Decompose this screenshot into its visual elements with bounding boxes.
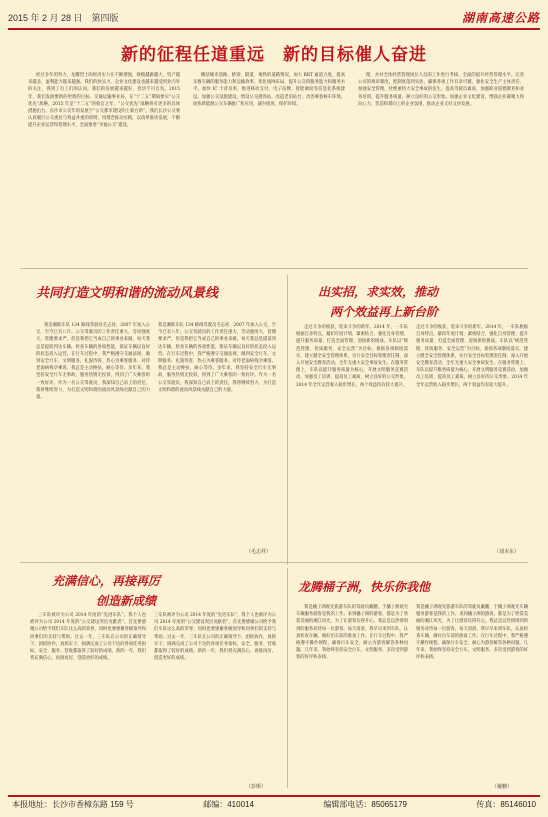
footer-address: 本报地址：长沙市香樟东路 159 号 [12,799,134,809]
main-article-col2 [193,72,345,262]
footer-postcode: 邮编：410014 [203,799,254,809]
footer-fax: 传真：85146010 [476,799,536,809]
divider [287,568,288,788]
article2-title: 共同打造文明和谐的流动风景线 [36,286,219,301]
article5-body-cont: 我是橘子洲观光旅游车队的驾驶员戴鹏，于橘子洲观光车辆服务游客是我的工作。来到橘子洲的游客，都是为了欣赏美丽的湘江风光，为了让游客玩得开心，我总是以热情周到的服务对待每一位游客。每天清晨，我早早来到车队，认真检查车辆，做好出车前的准备工作。在行车过程中，我严格遵守操作规程，确保行车安全，耐心为游客解答各种问题。几年来，我始终坚持安全行车，文明服务，多次受到游客的好评和表扬。 [416,605,528,661]
main-headline: 新的征程任道重远 新的目标催人奋进 [121,45,427,65]
divider [20,268,528,269]
article3-col1 [296,324,408,556]
article3-col2 [416,324,528,546]
article4-title-line1: 充满信心，再接再厉 [52,574,161,588]
article5-title: 龙腾桶子洲，快乐你我他 [298,580,431,594]
main-article-col1-text: 经过多年的努力，龙耀烈士的经济实力在不断增强，规模越做越大，资产越来越多，盈利能力越来越强。我们的快实力，企业文化建设也越来越受到业内外的关注，得到了员工们的认同。我们的发展越来越好，但切不可自负。2015 年，我们发展要新的更新的目标。交通运输事业局，在“十二五”期间要实“公交优先”战略，2015 年是“十二五”的收官之年，“公交优先”战略将有更多的具体措施出台。长沙市公交年的发展于“公交都市建设的上新台阶”。我们长沙公交要认真履行公交惠民与效益并重的原则，用理念推动实践，以改革推动发展，不断提升企业运营和管理水平，全面推进“幸福公交”建设。 [28,73,180,129]
footer-phone: 编辑部电话：85065179 [323,799,407,809]
divider [287,275,288,565]
article4-col1 [30,612,146,788]
main-article-col1 [28,72,180,262]
article5-col1 [296,604,408,784]
article4-body-cont: 三车队被评为公司 2014 年度的“先进车队”，我个人也被评为公司 2014 年度的“公交建设突出贡献者”。首先要感谢公司给予我们车队这么高的荣誉，同时也要感谢各级领导和同事们的支持与帮助。过去一年，三车队在公司的正确领导下，团结协作，真抓实干，圆满完成了公司下达的各项任务指标，安全、服务、营收都取得了较好的成绩。新的一年，我们将充满信心，再接再厉，创造更好的成绩。 [154,613,276,662]
article4-body: 三车队被评为公司 2014 年度的“先进车队”，我个人也被评为公司 2014 年度的“公交建设突出贡献者”。首先要感谢公司给予我们车队这么高的荣誉，同时也要感谢各级领导和同事们的支持与帮助。过去一年，三车队在公司的正确领导下，团结协作，真抓实干，圆满完成了公司下达的各项任务指标，安全、服务、营收都取得了较好的成绩。新的一年，我们将充满信心，再接再厉，创造更好的成绩。 [30,613,146,662]
footer [8,795,540,811]
article3-body-cont: 走过斗争的收获，迎来斗争的新年。2014 年，一车队根据自身特点，紧扣年度计划，紧密结合、强化自身管理、提升服务质量、打造全面管理、迎接新的挑战。车队以“规范管理、优质服务、安全运营”为目标，狠抓各项制度落实，建立健全安全管理体系，实行安全目标管理责任制，深入开展安全教育活动，全年无重大安全事故发生。在服务管理上，车队以提升服务质量为核心，开展文明服务竞赛活动，加强员工培训，提高员工素质，树立良好的公交形象。2014 年全年运营收入稳步增长，两个效益均有较大提升。 [416,325,528,388]
main-article-col3-text: 理，并对全体经营管理岗位人员的工作进行考核，全面的提升经营管理水平。完善公司的规章制度，把制度落到实处，确保各项工作有章可循。强化安全生产主体责任，加强安全管理，杜绝重特大安全事故的发生。提高驾驶员素质，加强职业道德教育和业务培训，提升服务质量，树立良好的公交形象。加强企业文化建设，增强企业凝聚力和向心力，营造和谐向上的企业氛围，推动企业又好又快发展。 [358,73,524,107]
masthead [8,4,540,30]
main-article-col2-text: 概括城市道路、桥梁、隧道、地铁的道路情况，加大 BRT 通道力度，提高多数车辆的服务能力和运输效率，优化线网布局，提升公交的服务能力和服务水平。加快 IC 卡普及率，推进移动支付、电子站牌、智能调度等信息化系统建设。加强公交设施建设，增设公交港湾站，改造老旧站台，改善乘客候车环境。加快新能源公交车辆推广和应用，减少排放，保护环境。 [193,73,345,107]
main-article-col3 [358,72,524,262]
article2-body-cont: 我是湘联车队 134 路线驾驶员毛志祥，2007 年加入公交，至今已有八年。公交驾驶员的工作责任重大，劳动强度大，管理要求严，但是我把它当成自己的事业来做。每天我总是提前到达车辆，检查车辆的各项性能，保证车辆以良好的状态投入运营。在行车过程中，我严格遵守交通法规，做到安全行车、文明服务，礼貌待客，热心为乘客服务。对待老弱病残孕乘客，我总是主动搀扶，耐心等待。多年来，我坚持安全行车无事故，服务热情无投诉，得到了广大乘客的一致好评。作为一名公交驾驶员，我深知自己肩上的责任，我将继续努力，为打造文明和谐的流动风景线贡献自己的力量。 [158,323,276,393]
article3-title-line1: 出实招，求实效，推动 [318,285,439,299]
article2-col1 [36,322,150,554]
article4-col2 [154,612,276,788]
article4-title-line2: 创造新成绩 [96,594,157,608]
article3-body: 走过斗争的收获，迎来斗争的新年。2014 年，一车队根据自身特点，紧扣年度计划，紧密结合、强化自身管理、提升服务质量、打造全面管理、迎接新的挑战。车队以“规范管理、优质服务、安全运营”为目标，狠抓各项制度落实，建立健全安全管理体系，实行安全目标管理责任制，深入开展安全教育活动，全年无重大安全事故发生。在服务管理上，车队以提升服务质量为核心，开展文明服务竞赛活动，加强员工培训，提高员工素质，树立良好的公交形象。2014 年全年运营收入稳步增长，两个效益均有较大提升。 [296,325,408,388]
article3-author: （刘本东） [494,549,520,555]
article5-body: 我是橘子洲观光旅游车队的驾驶员戴鹏，于橘子洲观光车辆服务游客是我的工作。来到橘子洲的游客，都是为了欣赏美丽的湘江风光，为了让游客玩得开心，我总是以热情周到的服务对待每一位游客。每天清晨，我早早来到车队，认真检查车辆，做好出车前的准备工作。在行车过程中，我严格遵守操作规程，确保行车安全，耐心为游客解答各种问题。几年来，我始终坚持安全行车，文明服务，多次受到游客的好评和表扬。 [296,605,408,661]
article4-author: （彭斯） [246,784,267,790]
divider [20,562,528,563]
article5-author: （戴鹏） [492,784,513,790]
article2-author: （毛志祥） [246,549,272,555]
article5-col2 [416,604,528,780]
article2-col2 [158,322,276,554]
article3-title-line2: 两个效益再上新台阶 [330,305,439,319]
article2-body: 我是湘联车队 134 路线驾驶员毛志祥，2007 年加入公交，至今已有八年。公交驾驶员的工作责任重大，劳动强度大，管理要求严，但是我把它当成自己的事业来做。每天我总是提前到达车辆，检查车辆的各项性能，保证车辆以良好的状态投入运营。在行车过程中，我严格遵守交通法规，做到安全行车、文明服务，礼貌待客，热心为乘客服务。对待老弱病残孕乘客，我总是主动搀扶，耐心等待。多年来，我坚持安全行车无事故，服务热情无投诉，得到了广大乘客的一致好评。作为一名公交驾驶员，我深知自己肩上的责任，我将继续努力，为打造文明和谐的流动风景线贡献自己的力量。 [36,323,150,401]
issue-date: 2015 年 2 月 28 日 第四版 [8,13,119,23]
paper-name: 湖南高速公路 [461,11,540,25]
